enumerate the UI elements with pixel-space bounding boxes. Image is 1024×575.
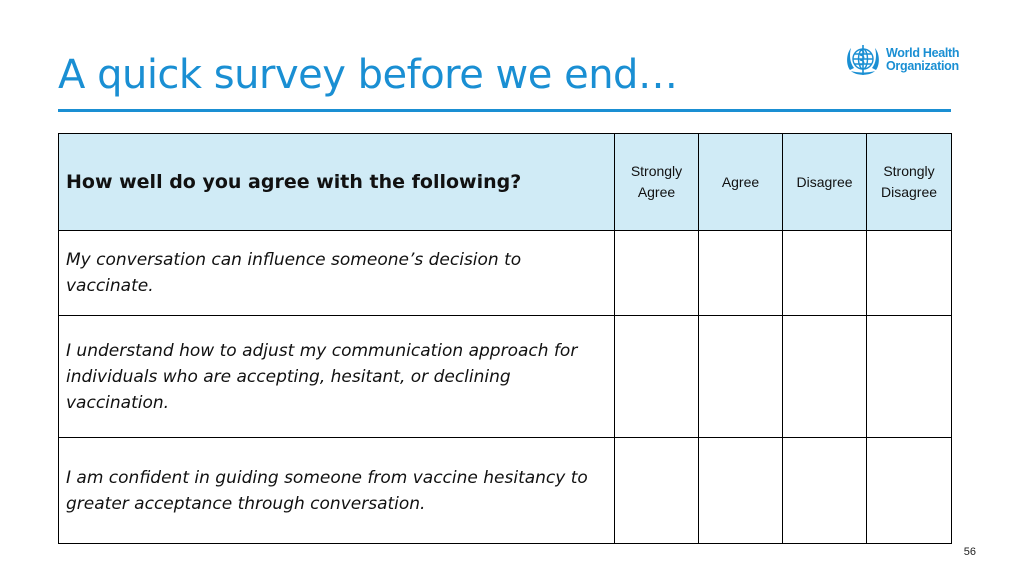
survey-header-row xyxy=(59,134,952,231)
who-logo-text xyxy=(886,47,959,73)
page-number: 56 xyxy=(963,546,976,558)
logo-text-line1: World Health xyxy=(886,46,960,60)
answer-cell-agree[interactable] xyxy=(699,231,783,316)
option-disagree: Disagree xyxy=(783,134,867,231)
table-row xyxy=(59,438,952,544)
survey-table xyxy=(58,133,952,544)
who-logo xyxy=(843,40,959,80)
survey-question: How well do you agree with the following? xyxy=(59,134,615,231)
title-underline xyxy=(58,109,951,112)
answer-cell-strongly-disagree[interactable] xyxy=(867,316,952,438)
table-row xyxy=(59,316,952,438)
option-strongly-agree: Strongly Agree xyxy=(615,134,699,231)
table-row xyxy=(59,231,952,316)
slide-title: A quick survey before we end… xyxy=(58,52,678,98)
answer-cell-strongly-disagree[interactable] xyxy=(867,438,952,544)
answer-cell-disagree[interactable] xyxy=(783,231,867,316)
option-strongly-disagree: Strongly Disagree xyxy=(867,134,952,231)
answer-cell-agree[interactable] xyxy=(699,438,783,544)
answer-cell-strongly-disagree[interactable] xyxy=(867,231,952,316)
statement-text: I understand how to adjust my communication approach for individuals who are accepting, hesitant, or declining vaccination. xyxy=(59,316,615,438)
statement-text: I am confident in guiding someone from vaccine hesitancy to greater acceptance through conversation. xyxy=(59,438,615,544)
answer-cell-disagree[interactable] xyxy=(783,438,867,544)
logo-text-line2: Organization xyxy=(886,59,959,73)
answer-cell-agree[interactable] xyxy=(699,316,783,438)
option-agree: Agree xyxy=(699,134,783,231)
answer-cell-strongly-agree[interactable] xyxy=(615,316,699,438)
answer-cell-disagree[interactable] xyxy=(783,316,867,438)
answer-cell-strongly-agree[interactable] xyxy=(615,231,699,316)
statement-text: My conversation can influence someone’s decision to vaccinate. xyxy=(59,231,615,316)
answer-cell-strongly-agree[interactable] xyxy=(615,438,699,544)
who-emblem-icon xyxy=(843,40,883,80)
